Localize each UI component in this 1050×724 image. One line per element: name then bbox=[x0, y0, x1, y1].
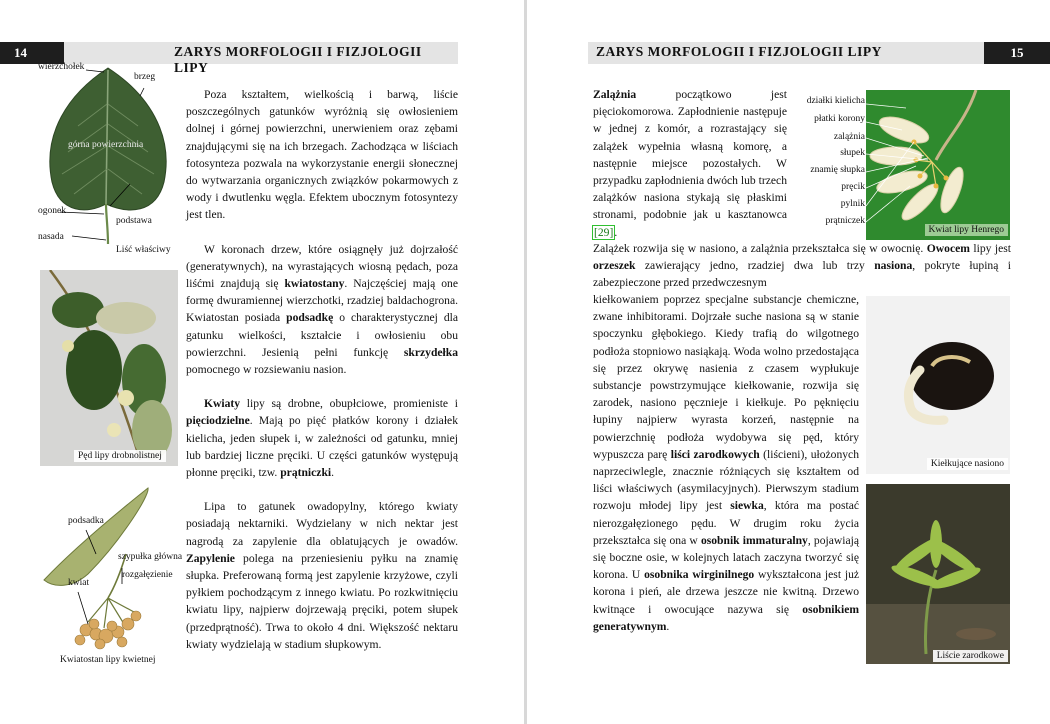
label-nasada: nasada bbox=[38, 232, 64, 242]
header-title: ZARYS MORFOLOGII I FIZJOLOGII LIPY bbox=[174, 44, 422, 75]
seed-photo bbox=[866, 296, 1010, 474]
page-number: 15 bbox=[984, 42, 1050, 64]
inflorescence-caption: Kwiatostan lipy kwietnej bbox=[56, 654, 160, 666]
label-pylnik: pylnik bbox=[840, 199, 865, 209]
label-zalaznia: zalążnia bbox=[833, 132, 865, 142]
label-wierzcholek: wierzchołek bbox=[38, 62, 85, 72]
right-text-full bbox=[593, 240, 1011, 292]
shoot-image bbox=[40, 270, 178, 466]
shoot-caption: Pęd lipy drobnolistnej bbox=[74, 450, 166, 462]
seedling-image bbox=[866, 484, 1010, 664]
seedling-photo bbox=[866, 484, 1010, 664]
label-platki-korony: płatki korony bbox=[814, 114, 865, 124]
page-number: 14 bbox=[0, 42, 64, 64]
label-gorna-powierzchnia: górna powierzchnia bbox=[68, 140, 144, 150]
paragraph-pollination: Lipa to gatunek owadopylny, którego kwiaty posiadają nektarniki. Wydzielany w nich nektar jest nagrodą za zapylenie dla oblatujących je owadów. Zapylenie polega na przeniesieniu pyłku na znamię słupka. Preferowaną formą jest zapylenie krzyżowe, czyli pyłkiem pochodzącym z innego kwiatu. Po rozkwitnięciu kwiatu lipy, najpierw dojrzewają pręciki, potem słupek (przedprątność). Trwa to około 4 dni. Większość nektaru kwiaty wydzielają w stadium słupkowym. bbox=[186, 500, 458, 651]
label-podsadka: podsadka bbox=[68, 516, 104, 526]
seed-image bbox=[866, 296, 1010, 474]
label-pratniczek: prątniczek bbox=[825, 216, 865, 226]
seed-caption: Kiełkujące nasiono bbox=[927, 458, 1008, 470]
seedling-caption: Liście zarodkowe bbox=[933, 650, 1008, 662]
leaf-caption: Liść właściwy bbox=[112, 244, 175, 256]
paragraph-germination: kiełkowaniem poprzez specjalne substancje chemiczne, zwane inhibitorami. Dojrzałe suche nasiona są w stanie spoczynku głębokiego. Kiedy trafią do wilgotnego podłoża stopniowo nasiąkają. Woda wolno przedostająca się przez okrywę nasienia z czasem wypłukuje substancje powstrzymujące kiełkowanie, rozwija się zarodek, nasiono pęcznieje i kiełkuje. Po pęknięciu łupiny najpierw wyrasta korzeń, następnie na powierzchnię podłoża wydobywa się pęd, który wypuszcza parę liści zarodkowych (liścieni), ułożonych naprzeciwlegle, znacznie różniących się kształtem od liści właściwych (asymilacyjnych). Pierwszym stadium rozwoju młodej lipy jest siewka, która ma postać nierozgałęzionego pędu. W drugim roku życia przekształca się ona w osobnik immaturalny, pojawiają się boczne osie, w kolejnych latach zaczyna tworzyć się korona. U osobnika wirginilnego wykształcona jest już korona i pień, ale drzewa jeszcze nie kwitną. Drzewo kwitnące i owocujące nazywa się osobnikiem generatywnym. bbox=[593, 293, 860, 633]
paragraph-ovary: Zalążnia początkowo jest pięciokomorowa. Zapłodnienie następuje w jednej z komór, a rozrastający się zalążek wypełnia własną komorę, a następnie miejsce pozostałych. W przypadku zapłodnienia dwóch lub trzech zalążków nasiona stykają się płaskimi stronami, podobnie jak u kasztanowca [29]. bbox=[593, 88, 787, 239]
right-page bbox=[527, 0, 1050, 724]
flower-image bbox=[866, 90, 1010, 240]
label-szypulka-glowna: szypułka główna bbox=[118, 552, 183, 562]
left-text-column bbox=[186, 86, 458, 653]
left-page bbox=[0, 0, 524, 724]
label-ogonek: ogonek bbox=[38, 206, 66, 216]
paragraph-leaves: Poza kształtem, wielkością i barwą, liście poszczególnych gatunków wyróżnią się owłosieniem dolnej i górnej powierzchni, unerwieniem oraz zębami znajdującymi się na ich brzegach. Zachodząca w liściach fotosynteza pozwala na wykorzystanie energii słonecznej do wytwarzania organicznych związków pokarmowych z wody i dwutlenku węgla. Efektem ubocznym fotosyntezy jest tlen. bbox=[186, 88, 458, 222]
flower-photo bbox=[866, 90, 1010, 240]
citation-link[interactable]: [29] bbox=[594, 225, 614, 239]
flower-labels bbox=[785, 92, 865, 242]
label-dzialki-kielicha: działki kielicha bbox=[806, 96, 865, 106]
right-text-bottom bbox=[593, 291, 859, 635]
label-znamie-slupka: znamię słupka bbox=[810, 165, 865, 175]
label-precik: pręcik bbox=[841, 182, 865, 192]
label-slupek: słupek bbox=[840, 148, 865, 158]
label-kwiat: kwiat bbox=[68, 578, 90, 588]
header-title: ZARYS MORFOLOGII I FIZJOLOGII LIPY bbox=[596, 44, 882, 59]
label-podstawa: podstawa bbox=[116, 216, 152, 226]
running-header bbox=[588, 42, 1050, 64]
right-text-top bbox=[593, 86, 787, 241]
leaf-illustration bbox=[38, 64, 178, 260]
shoot-photo bbox=[40, 270, 178, 466]
flower-caption: Kwiat lipy Henrego bbox=[925, 224, 1008, 236]
paragraph-fruit: Zalążek rozwija się w nasiono, a zalążnia przekształca się w owocnię. Owocem lipy jest orzeszek zawierający jedno, rzadziej dwa lub trzy nasiona, pokryte łupiną i zabezpieczone przed przedwczesnym bbox=[593, 242, 1012, 290]
inflorescence-figure bbox=[38, 484, 188, 670]
leaf-figure bbox=[38, 64, 178, 260]
label-rozgalezienie: rozgałęzienie bbox=[122, 570, 173, 580]
paragraph-flowers: Kwiaty lipy są drobne, obupłciowe, promieniste i pięciodzielne. Mają po pięć płatków korony i działek kielicha, jeden słupek i, w zależności od gatunku, mniej lub bardziej liczne pręciki. U części gatunków występują płonne pręciki, tzw. prątniczki. bbox=[186, 397, 458, 480]
paragraph-inflorescence: W koronach drzew, które osiągnęły już dojrzałość (generatywnych), na wyrastających wiosną pędach, poza liśćmi znajdują się kwiatostany. Najczęściej mają one formę dwuramiennej wierzchotki, rzadziej baldachogrona. Kwiatostan posiada podsadkę o charakterystycznej dla gatunku wielkości, kształcie i owłosieniu obu powierzchni. Jesienią pełni funkcję skrzydełka pomocnego w rozsiewaniu nasion. bbox=[186, 242, 458, 377]
label-brzeg: brzeg bbox=[134, 72, 156, 82]
